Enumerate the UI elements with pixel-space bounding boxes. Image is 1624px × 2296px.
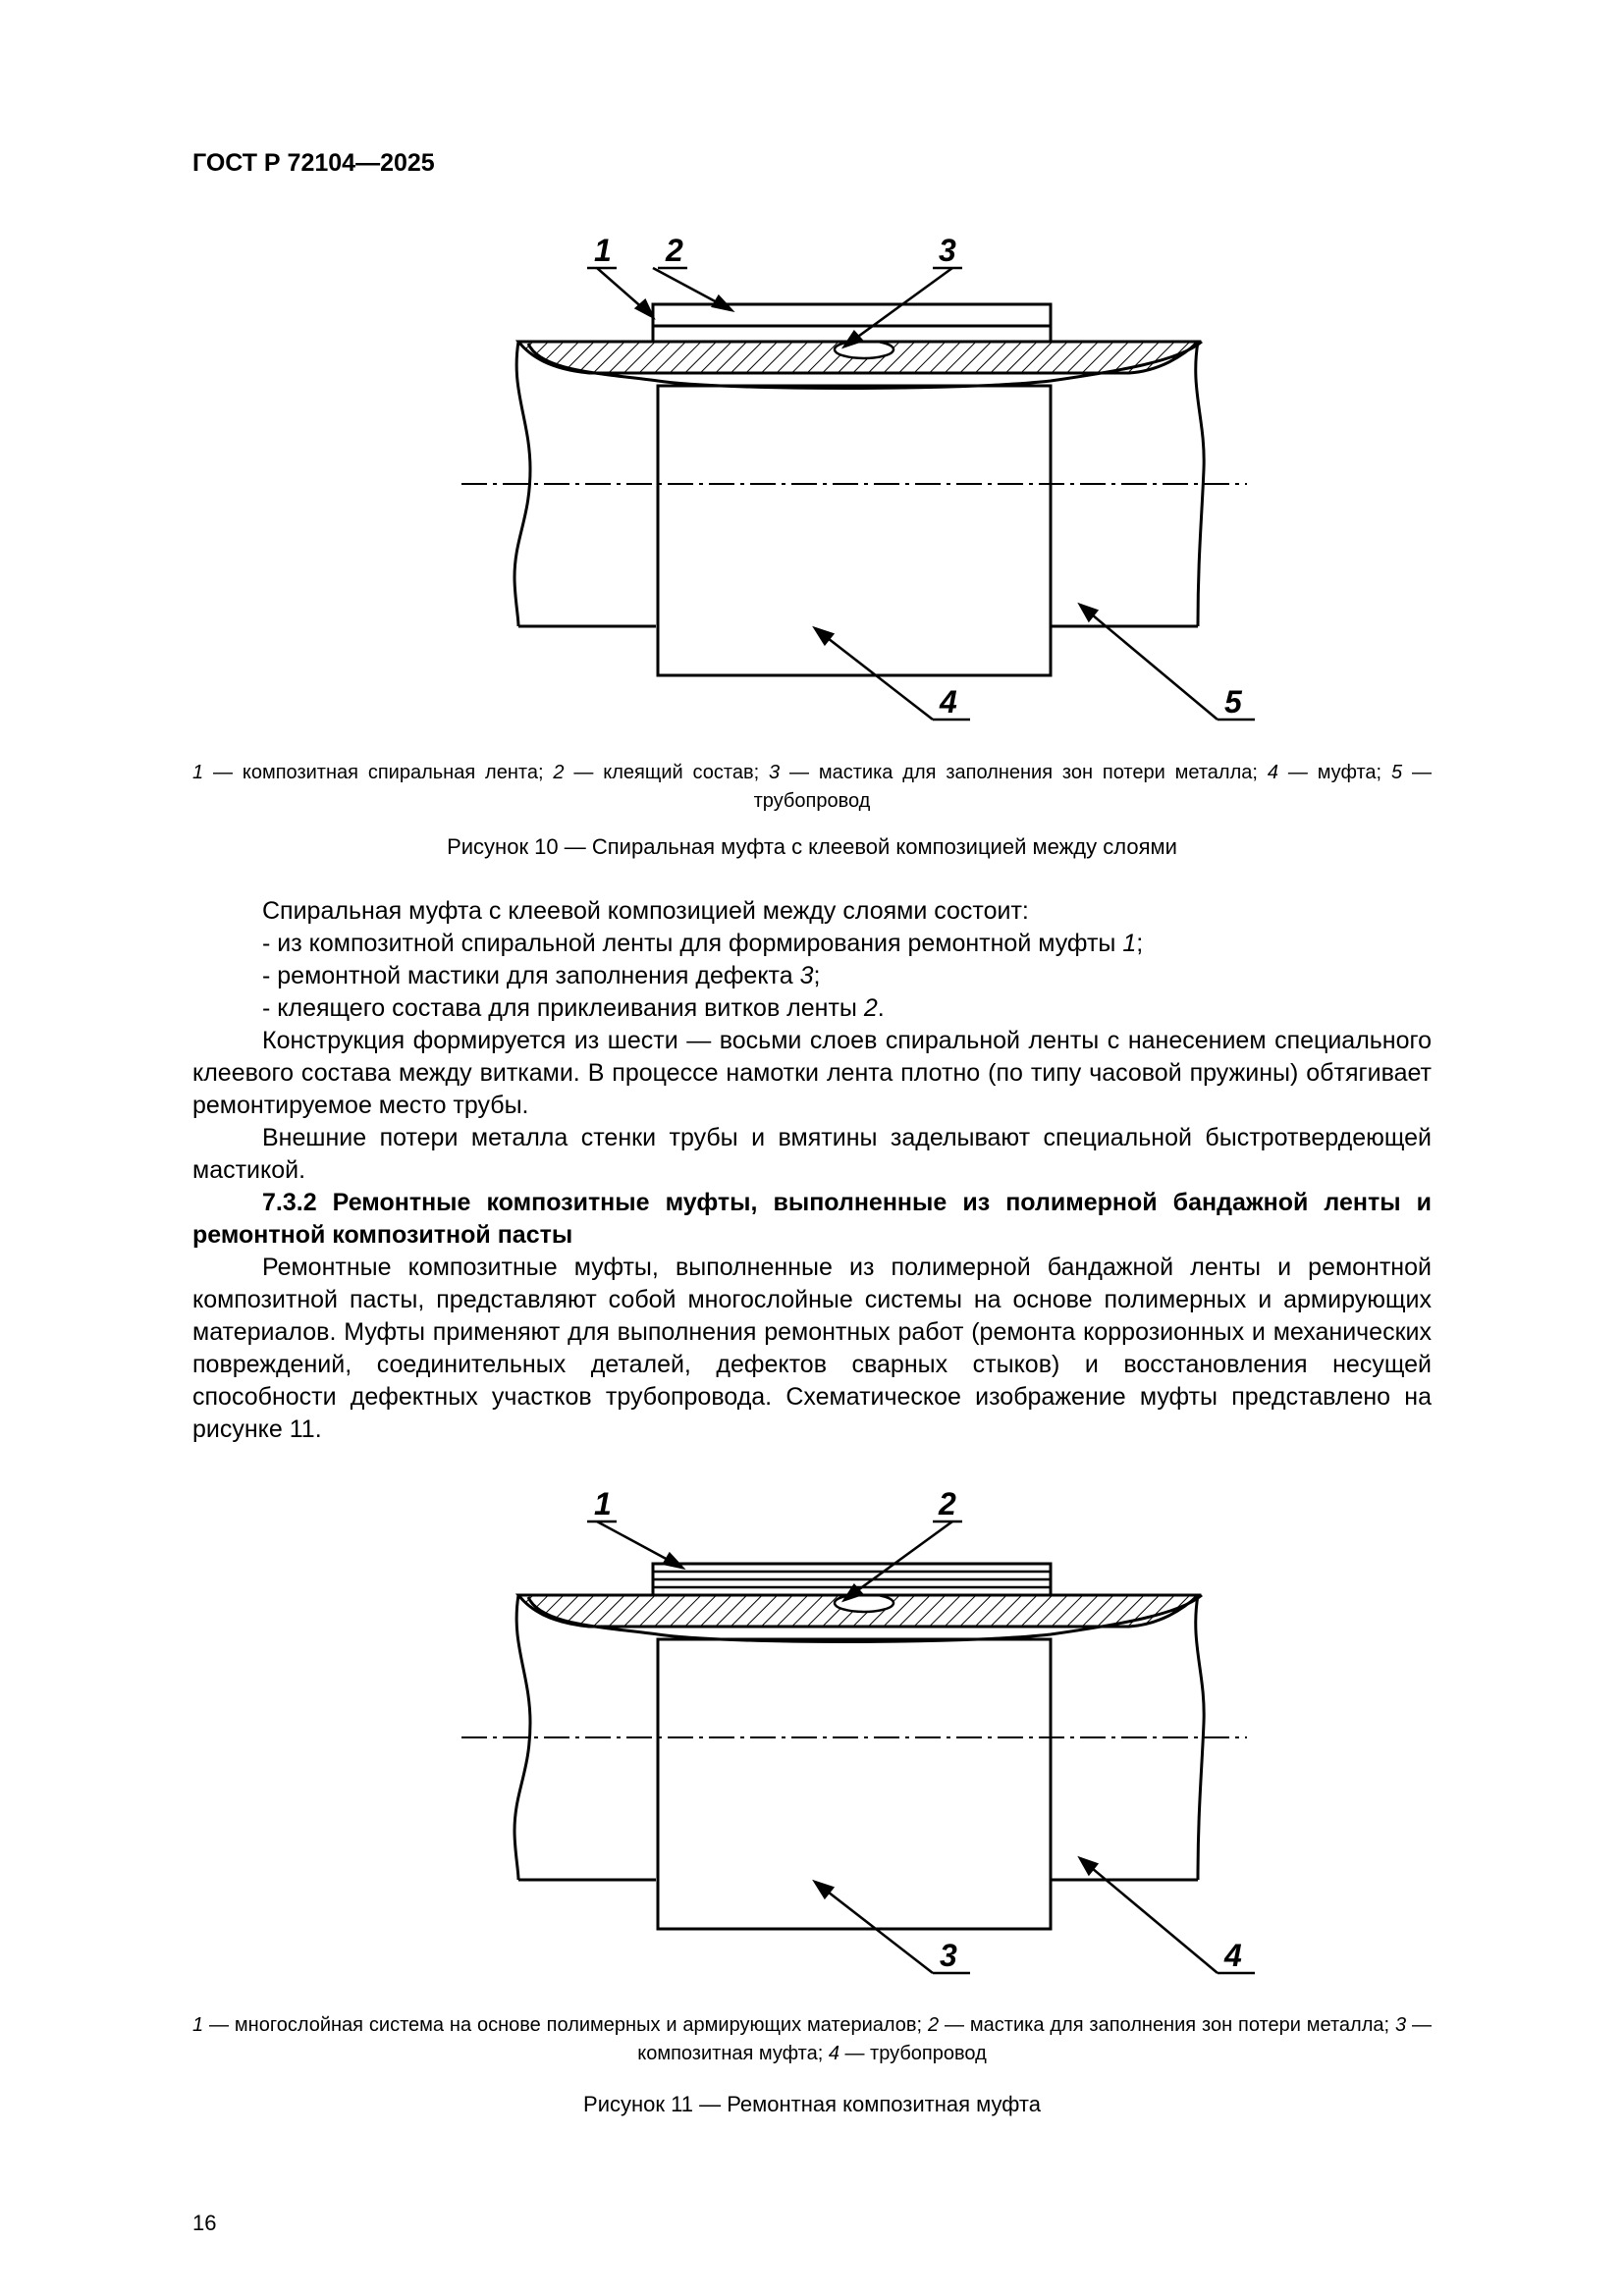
figure-11-legend: 1 — многослойная система на основе полимерных и армирующих материалов; 2 — мастика для заполнения зон потери металла; 3 — композитная муфта; 4 — трубопровод <box>192 2014 1432 2064</box>
figure-11-label-2: 2 <box>939 1486 956 1522</box>
list-item: - клеящего состава для приклеивания витков ленты 2. <box>262 994 885 1022</box>
figure-11-label-4: 4 <box>1224 1938 1242 1973</box>
list-item: - из композитной спиральной ленты для формирования ремонтной муфты 1; <box>262 930 1144 957</box>
intro-paragraph: Спиральная муфта с клеевой композицией между слоями состоит: <box>262 897 1029 925</box>
section-heading: 7.3.2 Ремонтные композитные муфты, выполненные из полимерной бандажной ленты и ремонтной композитной пасты <box>192 1189 1432 1249</box>
paragraph: Внешние потери металла стенки трубы и вмятины заделывают специальной быстротвердеющей мастикой. <box>192 1124 1432 1184</box>
paragraph: Конструкция формируется из шести — восьми слоев спиральной ленты с нанесением специального клеевого состава между витками. В процессе намотки лента плотно (по типу часовой пружины) обтягивает ремонтируемое место трубы. <box>192 1027 1432 1119</box>
figure-10-label-1: 1 <box>594 233 612 268</box>
figure-10-label-5: 5 <box>1224 684 1242 720</box>
figure-11-label-1: 1 <box>594 1486 612 1522</box>
page-number: 16 <box>192 2211 217 2235</box>
figure-10-drawing <box>452 224 1276 734</box>
figure-11-caption: Рисунок 11 — Ремонтная композитная муфта <box>583 2092 1041 2116</box>
section-text <box>192 895 1432 1446</box>
figure-10-label-2: 2 <box>666 233 683 268</box>
figure-10-caption: Рисунок 10 — Спиральная муфта с клеевой композицией между слоями <box>447 834 1177 859</box>
figure-11-drawing <box>452 1477 1276 1988</box>
paragraph: Ремонтные композитные муфты, выполненные из полимерной бандажной ленты и ремонтной композитной пасты, представляют собой многослойные системы на основе полимерных и армирующих материалов. Муфты применяют для выполнения ремонтных работ (ремонта коррозионных и механических повреждений, соединительных деталей, дефектов сварных стыков) и восстановления несущей способности дефектных участков трубопровода. Схематическое изображение муфты представлено на рисунке 11. <box>192 1254 1432 1443</box>
figure-10-legend: 1 — композитная спиральная лента; 2 — клеящий состав; 3 — мастика для заполнения зон потери металла; 4 — муфта; 5 — трубопровод <box>192 762 1432 812</box>
figure-10-label-3: 3 <box>939 233 956 268</box>
document-header: ГОСТ Р 72104—2025 <box>192 149 435 177</box>
figure-11-label-3: 3 <box>940 1938 957 1973</box>
list-item: - ремонтной мастики для заполнения дефекта 3; <box>262 962 821 989</box>
figure-10-label-4: 4 <box>940 684 957 720</box>
